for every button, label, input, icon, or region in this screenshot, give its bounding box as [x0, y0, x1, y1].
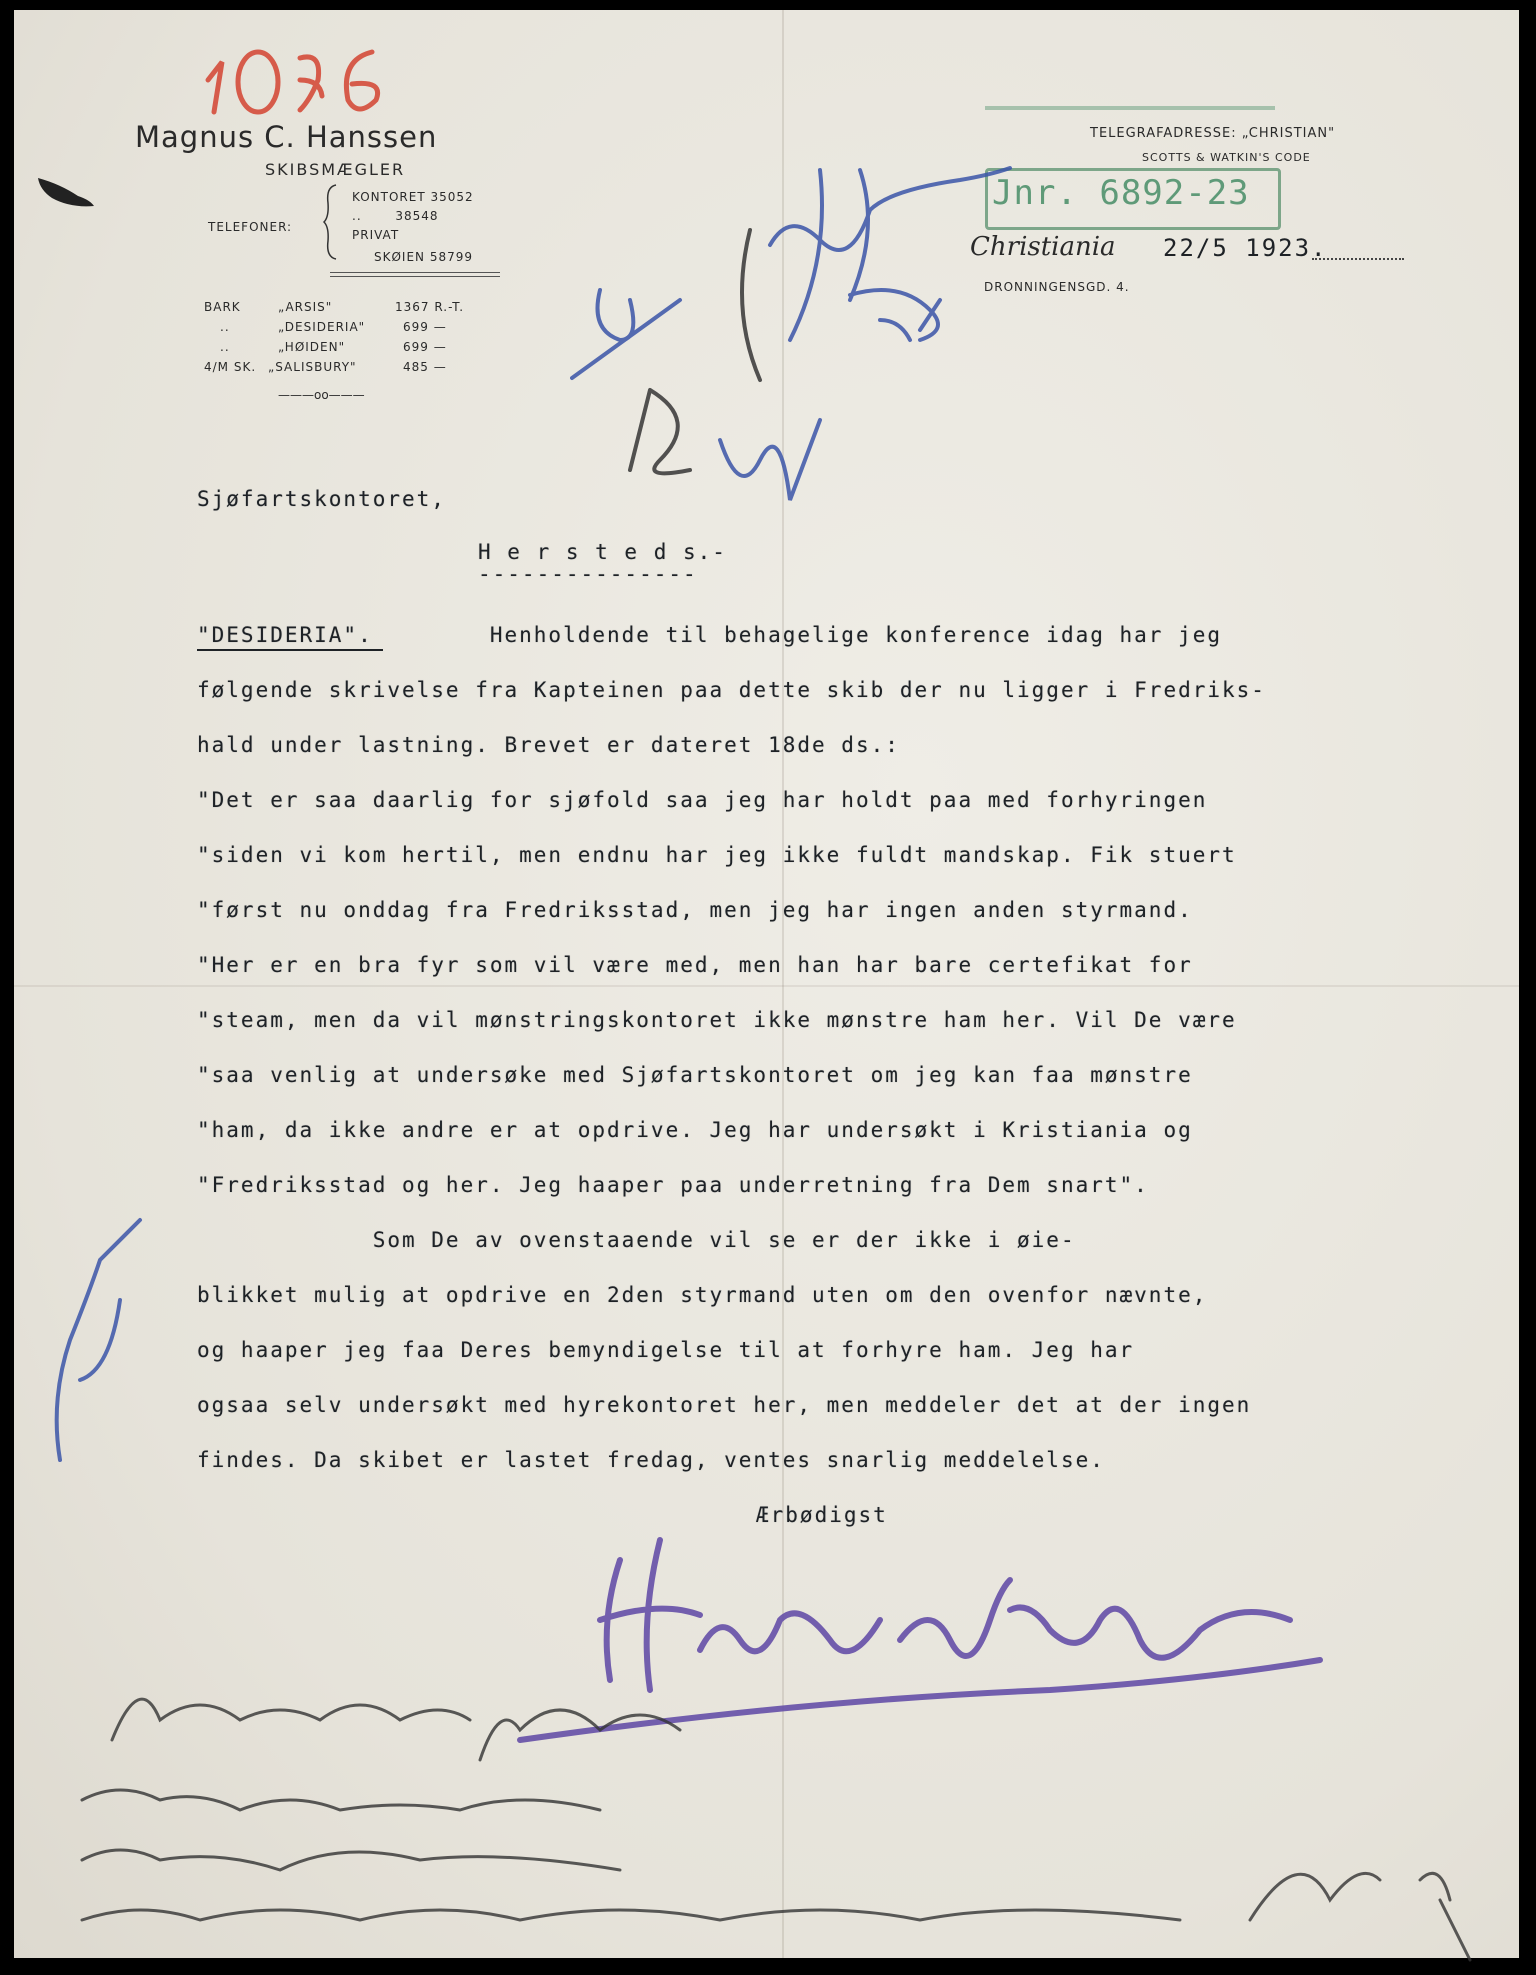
phone-private: SKØIEN 58799	[374, 250, 474, 264]
fleet-type: ..	[220, 320, 230, 334]
body-line: findes. Da skibet er lastet fredag, ventes snarlig meddelelse.	[197, 1448, 1105, 1472]
body-line: "DESIDERIA". Henholdende til behagelige konference idag har jeg	[197, 623, 1223, 647]
body-line: "Her er en bra fyr som vil være med, men han har bare certefikat for	[197, 953, 1193, 977]
signature	[520, 1540, 1320, 1740]
body-line: hald under lastning. Brevet er dateret 18de ds.:	[197, 733, 900, 757]
fleet-name: „SALISBURY"	[268, 360, 357, 374]
phone-private-label: PRIVAT	[352, 228, 400, 242]
fleet-type: 4/M SK.	[204, 360, 257, 374]
fleet-type: ..	[220, 340, 230, 354]
phone-office: KONTORET 35052	[352, 190, 474, 204]
body-line: ogsaa selv undersøkt med hyrekontoret her, men meddeler det at der ingen	[197, 1393, 1252, 1417]
company-name: Magnus C. Hanssen	[135, 120, 438, 154]
body-line: "Det er saa daarlig for sjøfold saa jeg har holdt paa med forhyringen	[197, 788, 1208, 812]
fleet-name: „HØIDEN"	[278, 340, 346, 354]
addressee-underline: ---------------	[478, 562, 698, 586]
body-line: "siden vi kom hertil, men endnu har jeg ikke fuldt mandskap. Fik stuert	[197, 843, 1237, 867]
red-document-number	[208, 52, 378, 112]
journal-number: Jnr. 6892-23	[992, 173, 1250, 213]
black-pencil-marks	[630, 230, 760, 473]
body-line: "først nu onddag fra Fredriksstad, men jeg har ingen anden styrmand.	[197, 898, 1193, 922]
body-line: "steam, men da vil mønstringskontoret ikke mønstre ham her. Vil De være	[197, 1008, 1237, 1032]
margin-note	[57, 1220, 140, 1460]
office-address: DRONNINGENSGD. 4.	[984, 280, 1130, 294]
addressee: Sjøfartskontoret,	[197, 487, 446, 511]
fleet-name: „ARSIS"	[278, 300, 333, 314]
telegraph-code: SCOTTS & WATKIN'S CODE	[1142, 151, 1311, 164]
fleet-tonnage: 1367 R.-T.	[395, 300, 465, 314]
body-line: "saa venlig at undersøke med Sjøfartskontoret om jeg kan faa mønstre	[197, 1063, 1193, 1087]
phone-office-2: .. 38548	[352, 209, 439, 223]
body-line: og haaper jeg faa Deres bemyndigelse til at forhyre ham. Jeg har	[197, 1338, 1135, 1362]
fleet-tonnage: 699 —	[403, 320, 447, 334]
letterhead-divider: ———oo———	[278, 388, 365, 402]
place-name: Christiania	[970, 232, 1116, 262]
letter-date: 22/5 1923.	[1163, 234, 1328, 262]
body-line: Som De av ovenstaaende vil se er der ikke i øie-	[197, 1228, 1076, 1252]
body-line: følgende skrivelse fra Kapteinen paa dette skib der nu ligger i Fredriks-	[197, 678, 1266, 702]
blue-pencil-marks	[572, 168, 1010, 500]
torn-mark	[38, 178, 94, 206]
phones-label: TELEFONER:	[208, 220, 293, 234]
fleet-tonnage: 485 —	[403, 360, 447, 374]
body-line: "ham, da ikke andre er at opdrive. Jeg har undersøkt i Kristiania og	[197, 1118, 1193, 1142]
closing: Ærbødigst	[756, 1503, 888, 1527]
body-line: "Fredriksstad og her. Jeg haaper paa underretning fra Dem snart".	[197, 1173, 1149, 1197]
addressee-location: H e r s t e d s.-	[478, 540, 727, 564]
company-occupation: SKIBSMÆGLER	[265, 160, 406, 179]
body-line: blikket mulig at opdrive en 2den styrmand uten om den ovenfor nævnte,	[197, 1283, 1208, 1307]
telegraph-address: TELEGRAFADRESSE: „CHRISTIAN"	[1090, 126, 1336, 141]
fleet-tonnage: 699 —	[403, 340, 447, 354]
bottom-pencil-notes	[82, 1699, 1470, 1960]
fleet-type: BARK	[204, 300, 241, 314]
fleet-name: „DESIDERIA"	[278, 320, 366, 334]
